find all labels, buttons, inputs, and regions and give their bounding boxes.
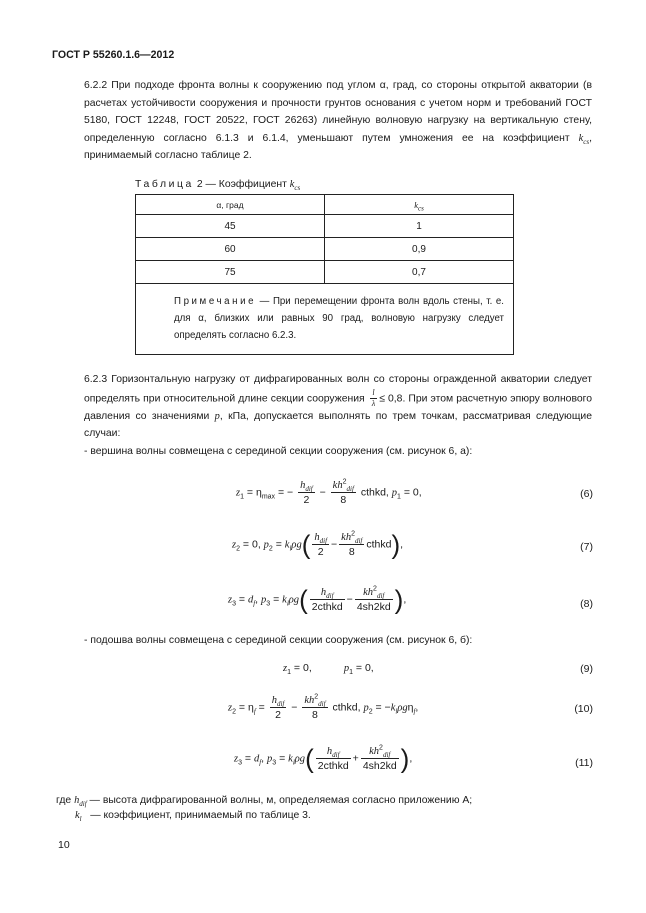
paragraph-6-2-3-text-c: , кПа, допускается выполнять по трем точкам, рассматривая следующие случаи: [84, 410, 592, 440]
note-word: Примечание [174, 296, 257, 307]
eq-symbol: p [343, 663, 350, 674]
eq-sub: dif [346, 485, 354, 494]
eq-symbol: z [283, 663, 288, 674]
note-text: — При перемещении фронта волн вдоль стены, т. е. для α, близких или равных 90 град, волновую нагрузку следует определять согласно 6.2.3. [174, 296, 504, 341]
eq-func: cthkd [366, 538, 392, 551]
equation-11: $z_3 = d_f$, $p_3 = k_l\rho g$( $h_{dif}$ 2cthkd + $kh^2_{dif}$ 4sh2kd ), [234, 743, 413, 774]
where-line-2 [75, 810, 311, 824]
eq-symbol: kh [332, 480, 343, 491]
equation-number: (9) [580, 663, 593, 675]
table-header-row [136, 195, 514, 215]
where-text: — коэффициент, принимаемый по таблице 3. [87, 810, 311, 821]
eq-symbol: d [253, 753, 260, 765]
eq-sub: dif [318, 700, 326, 709]
eq-den: 2cthkd [311, 601, 343, 613]
table-row [136, 261, 514, 284]
paragraph-6-2-2 [56, 77, 592, 165]
eq-sub: dif [276, 700, 285, 709]
eq-fraction: $kh^2_{dif}$ 4sh2kd [356, 585, 391, 613]
eq-den: 2 [317, 546, 324, 558]
paragraph-6-2-2-tail: , принимаемый согласно таблице 2. [84, 132, 592, 162]
eq-symbol: d [247, 594, 254, 606]
eq-den: 2 [303, 494, 310, 506]
eq-value: 0 [412, 486, 419, 499]
eq-den: 8 [340, 494, 347, 506]
eq-sub: dif [305, 485, 313, 494]
document-header: ГОСТ Р 55260.1.6—2012 [52, 49, 175, 61]
eq-value: 0 [364, 662, 371, 674]
eq-symbol: p [263, 539, 269, 551]
cell-k: 0,7 [325, 261, 514, 284]
eq-func: cthkd [332, 701, 358, 714]
eq-symbol: k [284, 539, 290, 551]
eq-value: 0 [251, 538, 258, 551]
fraction-den: λ [371, 398, 376, 408]
eq-sub: dif [332, 751, 340, 760]
where-lead: где [56, 795, 72, 806]
eq-sub: f [413, 707, 416, 716]
eq-fraction: $kh^2_{dif}$ 4sh2kd [362, 744, 397, 772]
equation-9: $z_1 = 0$, $p_1 = 0$, [283, 662, 374, 677]
table-caption-symbol: k [289, 179, 295, 190]
case-trough-text: - подошва волны совмещена с серединой секции сооружения (см. рисунок 6, б): [84, 635, 473, 646]
coef-k-sub: cs [583, 137, 590, 146]
eq-symbol: p [267, 753, 273, 765]
case-trough [56, 632, 592, 650]
eq-sub: dif [319, 537, 328, 546]
length-condition: ≤ 0,8 [379, 392, 403, 404]
equation-number: (10) [574, 703, 593, 715]
table-row [136, 215, 514, 238]
eq-sub: max [261, 493, 276, 501]
equation-number: (6) [580, 488, 593, 500]
page-number: 10 [58, 839, 70, 851]
eq-symbol: h [271, 695, 277, 706]
table-caption-word: Таблица [135, 179, 194, 190]
equation-10: $z_2 = \eta_f$ = $h_{dif}$ 2 − $kh^2_{dif}$ 8 cthkd, $p_2 = -k_l\rho g\eta_f$, [228, 693, 419, 721]
eq-fraction [316, 745, 351, 772]
header-alpha: α, град [136, 195, 325, 215]
eq-symbol: k [390, 702, 396, 714]
eq-symbol: p [363, 702, 369, 714]
eq-symbol: kh [304, 695, 315, 706]
eq-symbol: ρg [291, 539, 302, 551]
eq-fraction [270, 694, 287, 721]
pressure-symbol: p [214, 410, 220, 422]
equation-7: $z_2 = 0$, $p_2 = k_l\rho g$( $h_{dif}$ 2 − $kh^2_{dif}$ 8 cthkd), [232, 529, 404, 560]
equation-number: (11) [575, 757, 593, 769]
table-caption-sub: cs [294, 184, 301, 193]
eq-symbol: h [320, 587, 327, 598]
eq-symbol: h [326, 746, 333, 757]
where-sub: l [79, 815, 82, 824]
eq-symbol: ρg [288, 594, 300, 606]
case-crest [56, 443, 592, 461]
eq-symbol: z [232, 539, 237, 551]
case-crest-text: - вершина волны совмещена с серединой секции сооружения (см. рисунок 6, а): [84, 446, 473, 457]
table-note [136, 284, 514, 355]
equation-6: $z_1 = \eta_{max}$ = − $h_{dif}$ 2 − $kh^2_{dif}$ 8 cthkd, $p_1 = 0$, [236, 478, 422, 506]
eq-symbol: p [391, 487, 398, 499]
paragraph-6-2-2-text: 6.2.2 При подходе фронта волны к сооружению под углом α, град, со стороны открытой акватории (в расчетах устойчивости сооружения и прочности грунтов основания с учетом норм и требований ГОСТ 5180, ГОСТ 12248, ГОСТ 20522, ГОСТ 26263) линейную волновую нагрузку на вертикальную стену, определенную согласно 6.1.3 и 6.1.4, уменьшают путем умножения ее на коэффициент [84, 80, 592, 144]
eq-symbol: k [282, 594, 287, 606]
cell-alpha: 75 [136, 261, 325, 284]
where-symbol: k [75, 810, 80, 821]
eq-sub: dif [382, 751, 391, 760]
table-caption-text: 2 — Коэффициент [196, 179, 287, 190]
paragraph-6-2-3-text-b: . При этом расчетную эпюру волнового давления со значениями [84, 392, 592, 422]
paragraph-6-2-3 [56, 371, 592, 443]
where-sub: dif [79, 800, 87, 809]
eq-symbol: kh [369, 746, 380, 757]
fraction-num: l [370, 389, 377, 399]
eq-symbol: k [288, 753, 293, 765]
eq-fraction [312, 531, 329, 558]
cell-k: 1 [325, 215, 514, 238]
equation-number: (7) [580, 541, 593, 553]
cell-alpha: 45 [136, 215, 325, 238]
cell-k: 0,9 [325, 238, 514, 261]
eq-value: 0 [302, 662, 309, 674]
eq-den: 8 [348, 546, 355, 558]
eq-sub: dif [326, 592, 334, 601]
eq-func: cthkd [360, 486, 386, 499]
table-caption [135, 179, 301, 193]
table-note-row [136, 284, 514, 355]
paragraph-6-2-3-text-a: 6.2.3 Горизонтальную нагрузку от дифрагированных волн со стороны огражденной акватории следует определять при относительной длине секции сооружения [84, 374, 592, 404]
eq-symbol: z [236, 487, 241, 499]
eq-fraction [298, 479, 315, 506]
equation-8: $z_3 = d_f$, $p_3 = k_l\rho g$( $h_{dif}$ 2cthkd − $kh^2_{dif}$ 4sh2kd ), [228, 584, 407, 615]
where-text: — высота дифрагированной волны, м, определяемая согласно приложению А; [86, 795, 473, 806]
table-row [136, 238, 514, 261]
relative-length-fraction [370, 389, 377, 408]
eq-symbol: ρg [397, 702, 408, 714]
eq-symbol: p [261, 594, 267, 606]
eq-sub: dif [354, 537, 363, 546]
eq-fraction: $kh^2_{dif}$ 8 [304, 693, 326, 721]
where-line-1 [56, 795, 473, 809]
coef-k-symbol: k [578, 132, 584, 144]
eq-symbol: kh [341, 532, 352, 543]
eq-fraction: $kh^2_{dif}$ 8 [341, 530, 363, 558]
where-symbol: h [74, 795, 80, 806]
eq-symbol: h [314, 532, 320, 543]
eq-den: 2cthkd [317, 760, 349, 772]
cell-alpha: 60 [136, 238, 325, 261]
eq-symbol: z [228, 594, 233, 606]
eq-sub: f [253, 707, 256, 716]
eq-symbol: z [234, 753, 239, 765]
eq-fraction: $kh^2_{dif}$ 8 [332, 478, 354, 506]
header-k [325, 195, 514, 215]
eq-den: 8 [312, 709, 318, 721]
eq-den: 4sh2kd [356, 601, 391, 613]
eq-symbol: kh [363, 587, 374, 598]
eq-den: 2 [275, 709, 281, 721]
eq-symbol: ρg [294, 753, 306, 765]
eq-symbol: z [228, 702, 233, 714]
eq-den: 4sh2kd [362, 760, 397, 772]
eq-symbol: h [300, 480, 306, 491]
eq-sub: dif [376, 592, 385, 601]
header-k-symbol: k [414, 199, 418, 210]
eq-fraction [310, 586, 345, 613]
equation-number: (8) [580, 598, 593, 610]
coefficient-table [135, 194, 514, 355]
header-k-sub: cs [417, 204, 424, 213]
